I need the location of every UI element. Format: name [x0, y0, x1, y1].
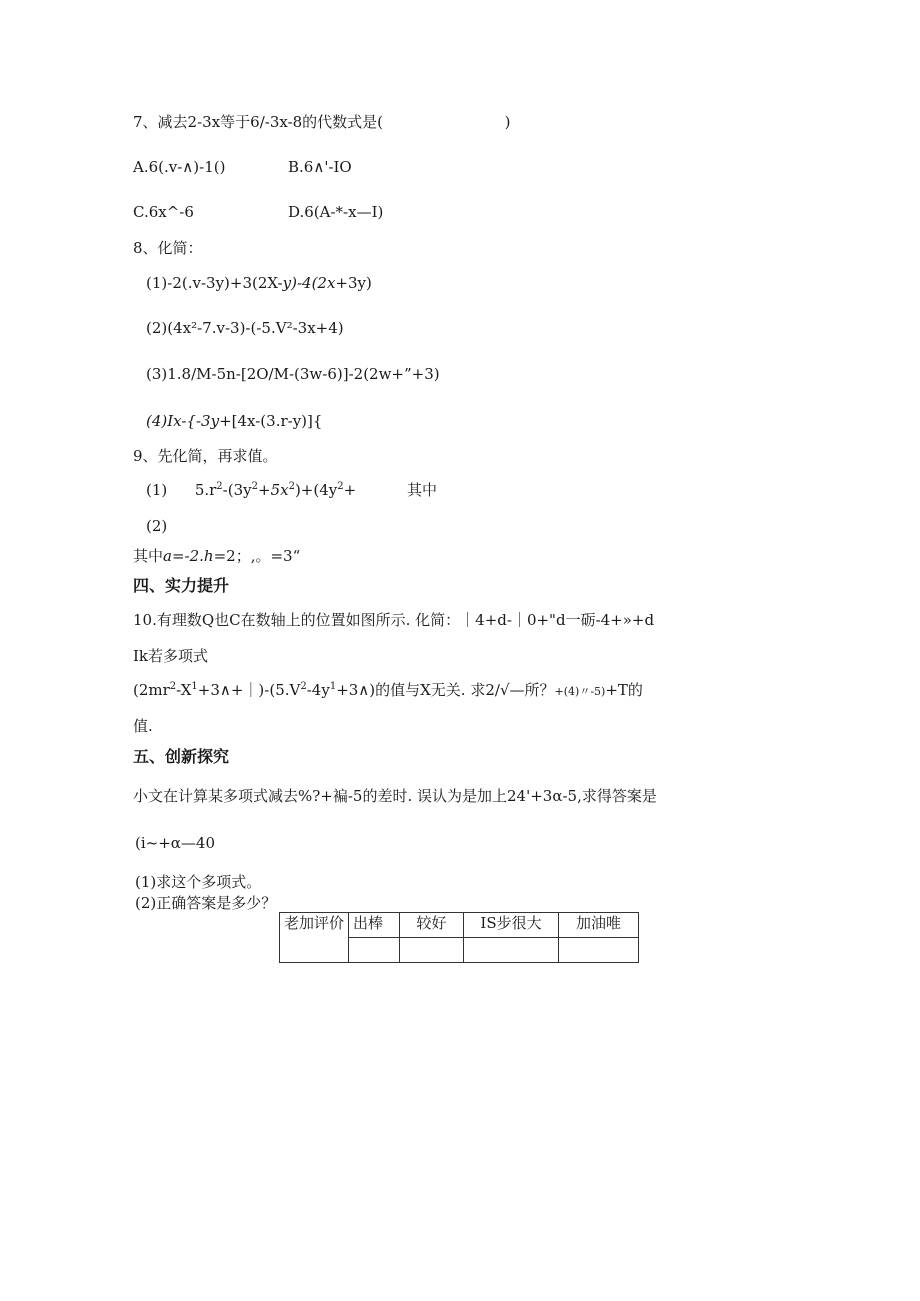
q7-stem-text: 7、减去2-3x等于6∕-3x-8的代数式是( — [133, 113, 384, 131]
q9-condition — [133, 546, 300, 566]
q9-part-1-number: (1) — [146, 481, 168, 499]
q8-part-2: (2)(4x²-7.v-3)-(-5.V²-3x+4) — [146, 319, 344, 337]
q7-option-b: B.6∧'-IO — [288, 158, 352, 176]
q11-sup-1: 2 — [169, 681, 177, 692]
q9-title: 9、先化简，再求值。 — [133, 447, 278, 465]
q11-part-c: +3∧+｜)-(5.V — [197, 681, 301, 699]
q8-part-1-c: +3y) — [335, 274, 372, 292]
q11-line-1: Ik若多项式 — [133, 647, 209, 665]
q8-part-4-b: +[4x-(3.r-y)]{ — [219, 412, 323, 430]
evaluation-table — [279, 912, 639, 963]
evaluation-col-3: IS步很大 — [464, 913, 559, 938]
q12-subquestion-1: (1)求这个多项式。 — [135, 873, 262, 891]
q9-sup-3: 2 — [288, 481, 295, 492]
q9-sup-2: 2 — [251, 481, 258, 492]
q7-stem-close: ) — [504, 113, 511, 131]
q8-part-1 — [146, 273, 372, 293]
q11-part-d: -4y — [306, 681, 330, 699]
q9-part-1 — [146, 480, 356, 500]
q12-subquestion-2: (2)正确答案是多少？ — [135, 894, 277, 912]
q9-part-2: (2) — [146, 517, 168, 535]
q8-title: 8、化简： — [133, 239, 203, 257]
q11-sup-4: 1 — [329, 681, 337, 692]
section-4-heading: 四、实力提升 — [133, 576, 230, 595]
section-5-heading: 五、创新探究 — [133, 747, 230, 766]
q8-part-3: (3)1.8∕M-5n-[2O∕M-(3w-6)]-2(2w+”+3) — [146, 365, 440, 383]
evaluation-col-2: 较好 — [400, 913, 464, 938]
q9-sup-1: 2 — [216, 481, 223, 492]
q10-text: 10.有理数Q也C在数轴上的位置如图所示. 化简：｜4+d-｜0+"d一砺-4+»+d — [133, 611, 655, 629]
evaluation-cell-1[interactable] — [349, 938, 400, 963]
evaluation-cell-2[interactable] — [400, 938, 464, 963]
q7-option-c: C.6x^-6 — [133, 203, 194, 221]
q7-option-a: A.6(.v-∧)-1() — [133, 158, 226, 176]
q9-part-1-where: 其中 — [407, 481, 438, 499]
q9-part-1-c: +5x — [258, 481, 289, 499]
q9-part-1-a: 5.r — [194, 481, 217, 499]
q8-part-4 — [146, 411, 322, 431]
q9-part-1-b: -(3y — [222, 481, 252, 499]
q7-option-d: D.6(A-*-x—I) — [288, 203, 384, 221]
q11-line-3: 值. — [133, 717, 153, 735]
evaluation-table-header: 老加评价 — [280, 913, 349, 963]
q9-condition-c: =2；,。=3“ — [213, 547, 301, 565]
evaluation-col-4: 加油唯 — [559, 913, 639, 938]
q9-condition-b: a=-2.h — [163, 547, 214, 565]
q12-line-1: 小文在计算某多项式减去%?+褊-5的差时. 误认为是加上24'+3α-5,求得答案是 — [133, 787, 657, 805]
q11-line-2 — [133, 680, 643, 702]
q9-part-1-e: + — [343, 481, 357, 499]
q8-part-1-a: (1)-2(.v-3y)+3(2X- — [146, 274, 283, 292]
q11-part-e: +3∧)的值与X无关. 求2∕√—所？ — [336, 681, 555, 699]
q11-part-b: -X — [176, 681, 192, 699]
q11-sup-2: 1 — [191, 681, 198, 692]
evaluation-col-1: 出棒 — [349, 913, 400, 938]
q11-part-f: +(4)〃-5) — [554, 685, 606, 698]
q11-part-a: (2mr — [133, 681, 170, 699]
q8-part-4-a: (4)Ix-{-3y — [146, 412, 220, 430]
q9-sup-4: 2 — [337, 481, 344, 492]
evaluation-cell-3[interactable] — [464, 938, 559, 963]
table-row — [280, 913, 639, 938]
q9-part-1-d: )+(4y — [294, 481, 338, 499]
evaluation-cell-4[interactable] — [559, 938, 639, 963]
q11-part-g: +T的 — [605, 681, 643, 699]
q12-line-2: (i~+α—40 — [135, 834, 216, 852]
q7-stem — [133, 112, 510, 132]
q9-condition-a: 其中 — [133, 547, 164, 565]
q11-sup-3: 2 — [300, 681, 307, 692]
q8-part-1-b: y)-4(2x — [282, 274, 336, 292]
